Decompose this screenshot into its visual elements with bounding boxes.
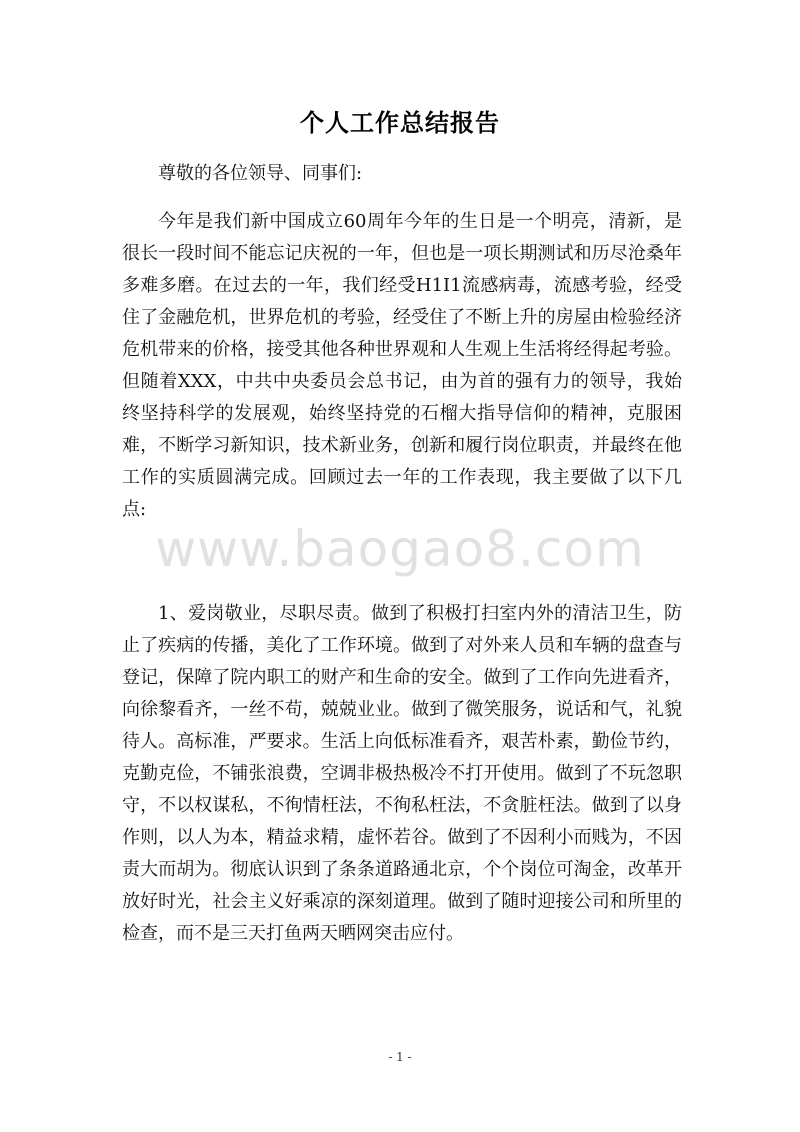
point-one-paragraph: 1、爱岗敬业，尽职尽责。做到了积极打扫室内外的清洁卫生，防止了疾病的传播，美化了工作环境。做到了对外来人员和车辆的盘查与登记，保障了院内职工的财产和生命的安全。做到了工作向先进看齐，向徐黎看齐，一丝不苟，兢兢业业。做到了微笑服务，说话和气，礼貌待人。高标准，严要求。生活上向低标准看齐，艰苦朴素，勤俭节约，克勤克俭，不铺张浪费，空调非极热极冷不打开使用。做到了不玩忽职守，不以权谋私，不徇情枉法，不徇私枉法，不贪脏枉法。做到了以身作则，以人为本，精益求精，虚怀若谷。做到了不因利小而贱为，不因责大而胡为。彻底认识到了条条道路通北京，个个岗位可淘金，改革开放好时光，社会主义好乘凉的深刻道理。做到了随时迎接公司和所里的检查，而不是三天打鱼两天晒网突击应付。 [122, 603, 682, 944]
document-title: 个人工作总结报告 [300, 108, 500, 137]
watermark-text: www.baogao8.com [155, 520, 645, 578]
page-number: - 1 - [388, 1050, 412, 1064]
intro-paragraph: 今年是我们新中国成立60周年今年的生日是一个明亮，清新，是很长一段时间不能忘记庆祝的一年，但也是一项长期测试和历尽沧桑年多难多磨。在过去的一年，我们经受H1I1流感病毒，流感考验，经受住了金融危机，世界危机的考验，经受住了不断上升的房屋由检验经济危机带来的价格，接受其他各种世界观和人生观上生活将经得起考验。但随着XXX，中共中央委员会总书记，由为首的强有力的领导，我始终坚持科学的发展观，始终坚持党的石榴大指导信仰的精神，克服困难，不断学习新知识，技术新业务，创新和履行岗位职责，并最终在他工作的实质圆满完成。回顾过去一年的工作表现，我主要做了以下几点: [122, 211, 682, 520]
intro-block [122, 206, 682, 526]
greeting-block [122, 158, 682, 190]
greeting-line: 尊敬的各位领导、同事们: [158, 163, 363, 184]
point-one-block [122, 598, 682, 950]
